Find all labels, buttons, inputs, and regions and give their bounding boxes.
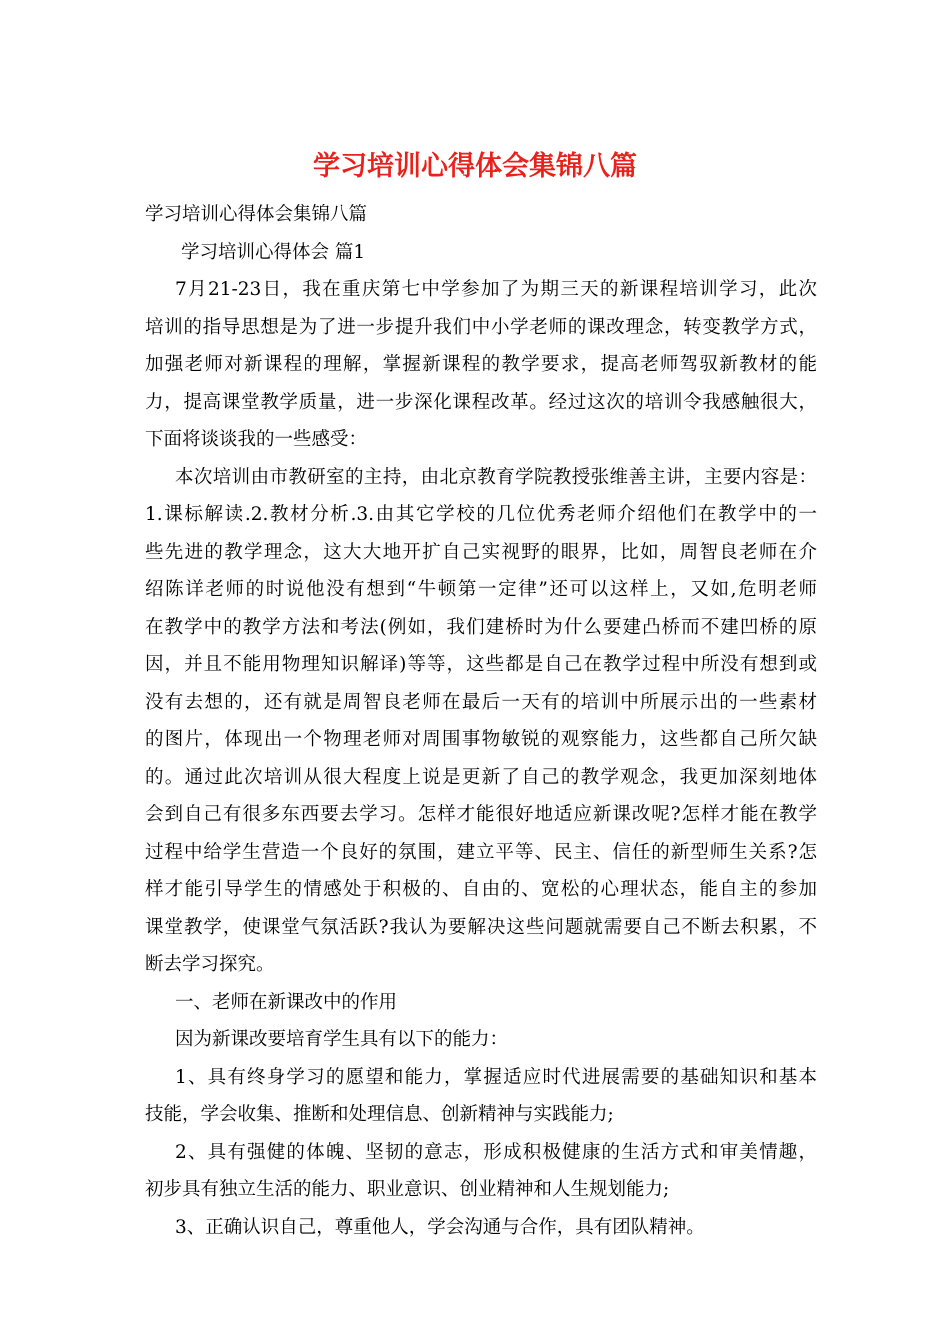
paragraph-line: 2、具有强健的体魄、坚韧的意志，形成积极健康的生活方式和审美情趣，: [175, 1141, 817, 1163]
paragraph-line: 初步具有独立生活的能力、职业意识、创业精神和人生规划能力;: [145, 1179, 670, 1200]
paragraph-line: 课堂教学，使课堂气氛活跃?我认为要解决这些问题就需要自己不断去积累，不: [145, 916, 817, 938]
paragraph-line: 因为新课改要培育学生具有以下的能力：: [175, 1029, 509, 1050]
paragraph-line: 的。通过此次培训从很大程度上说是更新了自己的教学观念，我更加深刻地体: [145, 766, 817, 788]
document-body: [145, 196, 817, 1246]
paragraph-line: 过程中给学生营造一个良好的氛围，建立平等、民主、信任的新型师生关系?怎: [145, 841, 817, 863]
paragraph-line: 3、正确认识自己，尊重他人，学会沟通与合作，具有团队精神。: [175, 1216, 705, 1238]
document-title: 学习培训心得体会集锦八篇: [313, 151, 637, 182]
paragraph-line: 断去学习探究。: [145, 954, 275, 975]
paragraph-line: 1.课标解读.2.教材分析.3.由其它学校的几位优秀老师介绍他们在教学中的一: [145, 504, 817, 525]
paragraph-line: 因，并且不能用物理知识解译)等等，这些都是自己在教学过程中所没有想到或: [145, 654, 817, 675]
paragraph-line: 会到自己有很多东西要去学习。怎样才能很好地适应新课改呢?怎样才能在教学: [145, 804, 817, 825]
paragraph-line: 培训的指导思想是为了进一步提升我们中小学老师的课改理念，转变教学方式，: [145, 316, 817, 338]
section-heading: 学习培训心得体会 篇1: [181, 241, 366, 263]
paragraph-line: 些先进的教学理念，这大大地开扩自己实视野的眼界，比如，周智良老师在介: [145, 541, 817, 563]
paragraph-line: 一、老师在新课改中的作用: [175, 991, 398, 1013]
paragraph-line: 在教学中的教学方法和考法(例如，我们建桥时为什么要建凸桥而不建凹桥的原: [145, 616, 817, 638]
paragraph-line: 样才能引导学生的情感处于积极的、自由的、宽松的心理状态，能自主的参加: [145, 879, 817, 900]
paragraph-line: 绍陈详老师的时说他没有想到“牛顿第一定律”还可以这样上，又如,危明老师: [145, 579, 817, 600]
paragraph-line: 加强老师对新课程的理解，掌握新课程的教学要求，提高老师驾驭新教材的能: [145, 354, 817, 375]
paragraph-line: 没有去想的，还有就是周智良老师在最后一天有的培训中所展示出的一些素材: [145, 691, 817, 713]
paragraph-line: 7月21-23日，我在重庆第七中学参加了为期三天的新课程培训学习，此次: [175, 279, 817, 300]
paragraph-line: 技能，学会收集、推断和处理信息、创新精神与实践能力;: [145, 1104, 614, 1125]
document-subtitle: 学习培训心得体会集锦八篇: [145, 204, 368, 225]
paragraph-line: 本次培训由市教研室的主持，由北京教育学院教授张维善主讲，主要内容是：: [175, 466, 817, 488]
paragraph-line: 的图片，体现出一个物理老师对周围事物敏锐的观察能力，这些都自己所欠缺: [145, 729, 817, 750]
paragraph-line: 1、具有终身学习的愿望和能力，掌握适应时代进展需要的基础知识和基本: [175, 1066, 817, 1088]
paragraph-line: 下面将谈谈我的一些感受：: [145, 429, 368, 450]
paragraph-line: 力，提高课堂教学质量，进一步深化课程改革。经过这次的培训令我感触很大，: [145, 391, 817, 413]
